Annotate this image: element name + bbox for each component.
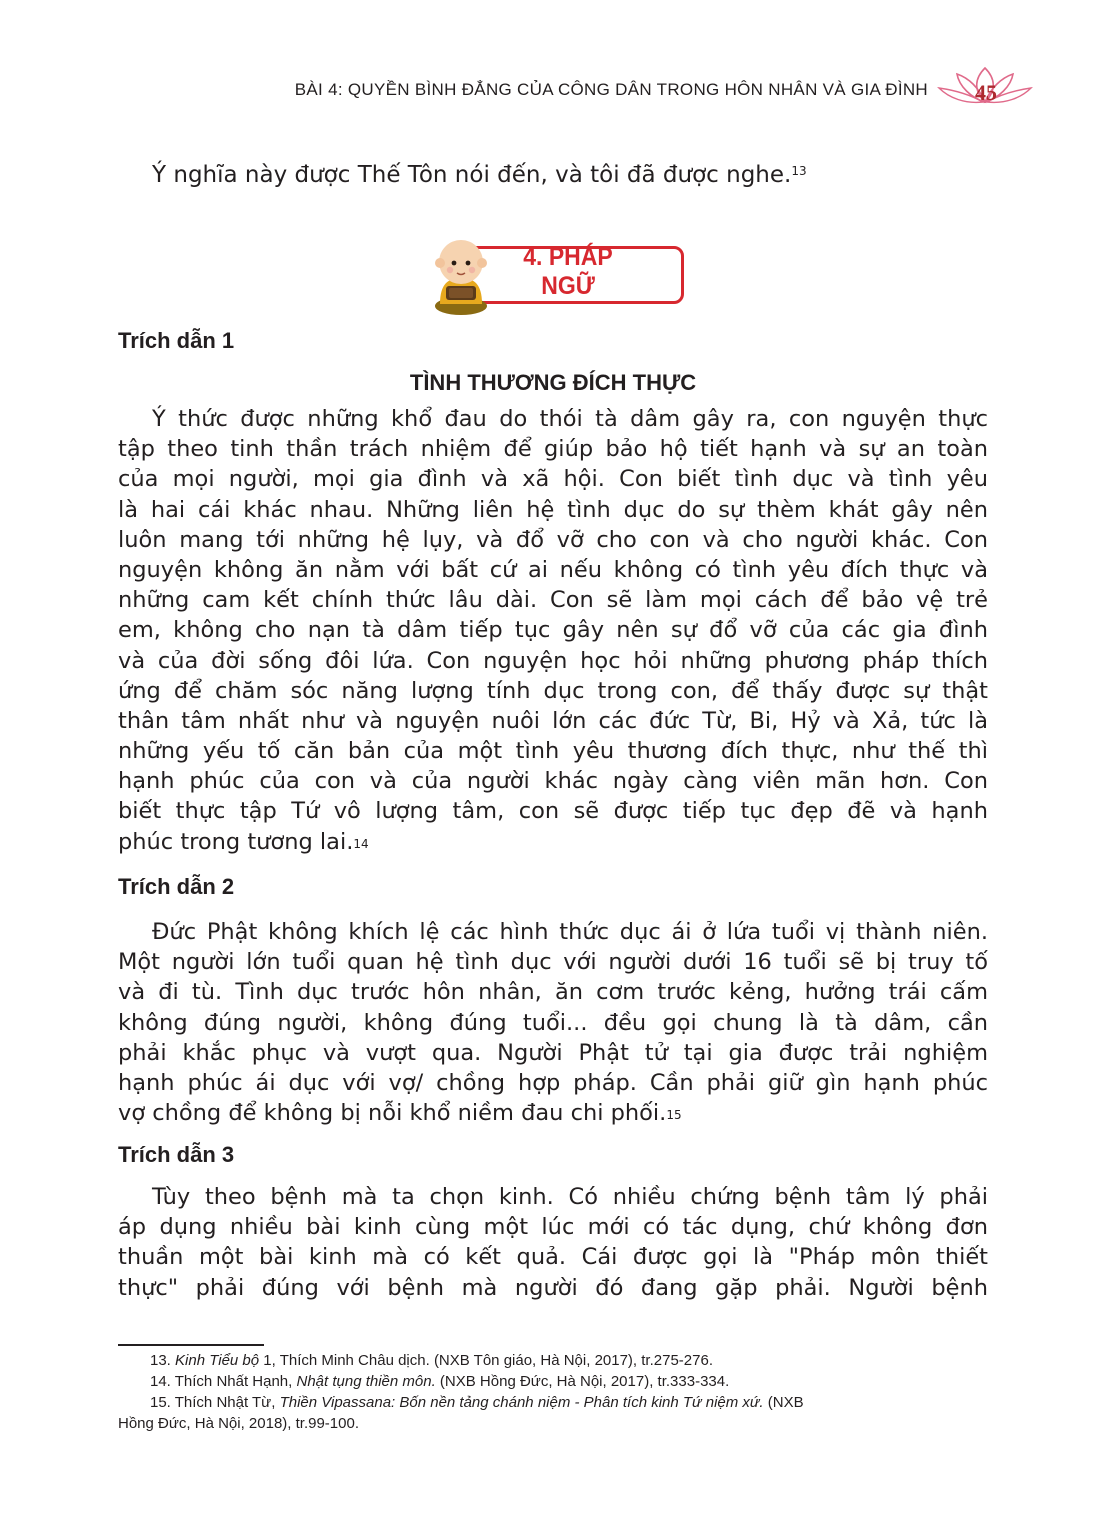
text-line: tập theo tinh thần trách nhiệm để giúp bảo hộ tiết hạnh và sự an toàn [118,436,988,463]
text-line: những cam kết chính thức lâu dài. Con sẽ làm mọi cách để bảo vệ trẻ [118,587,988,614]
quote-heading: Trích dẫn 1 [118,328,235,353]
footnote-source: (NXB Hồng Đức, Hà Nội, 2017), tr.333-334. [435,1373,730,1390]
footnote-ref: 14 [353,836,369,851]
text-line: luôn mang tới những hệ lụy, và đổ vỡ cho con và cho người khác. Con [118,526,988,553]
quote-body [118,1182,988,1303]
quote-heading: Trích dẫn 3 [118,1142,235,1167]
monk-reading-icon [428,232,494,318]
text-line-content: vợ chồng để không bị nỗi khổ niềm đau chi phối. [118,1100,667,1127]
footnote-15 [118,1392,988,1413]
text-line: em, không cho nạn tà dâm tiếp tục gây nên sự đổ vỡ của các gia đình [118,617,988,644]
footnotes [118,1350,988,1434]
text-line: biết thực tập Tứ vô lượng tâm, con sẽ được tiếp tục đẹp đẽ và hạnh [118,798,988,825]
footnote-number: 14. [150,1373,171,1390]
footnote-ref: 15 [666,1108,682,1123]
footnote-author: Thích Nhất Hạnh, [170,1373,297,1390]
text-line: nguyện không ăn nằm với bất cứ ai nếu không có tình yêu đích thực và [118,556,988,583]
quote-body [118,404,988,857]
text-line: của mọi người, mọi gia đình và xã hội. Con biết tình dục và tình yêu [118,466,988,493]
running-header [0,72,1106,112]
text-line: là hai cái khác nhau. Những liên hệ tình dục do sự thèm khát gây nên [118,496,988,523]
text-line: thực" phải đúng với bệnh mà người đó đang gặp phải. Người bệnh [118,1274,988,1301]
chapter-title: BÀI 4: QUYỀN BÌNH ĐẲNG CỦA CÔNG DÂN TRONG HÔN NHÂN VÀ GIA ĐÌNH [294,80,928,99]
text-line: ứng để chăm sóc năng lượng tính dục trong con, để thấy được sự thật [118,677,988,704]
text-line [118,827,988,857]
footnote-15-continued: Hồng Đức, Hà Nội, 2018), tr.99-100. [118,1415,359,1432]
text-line: Đức Phật không khích lệ các hình thức dục ái ở lứa tuổi vị thành niên. [152,919,988,945]
text-line: áp dụng nhiều bài kinh cùng một lúc mới có tác dụng, chứ không đơn [118,1214,988,1241]
footnote-author: Thích Nhật Từ, [170,1394,280,1411]
text-line: và đi tù. Tình dục trước hôn nhân, ăn cơm trước kẻng, hưởng trái cấm [118,979,988,1006]
text-line: Ý thức được những khổ đau do thói tà dâm gây ra, con nguyện thực [152,406,988,432]
text-line: Tùy theo bệnh mà ta chọn kinh. Có nhiều chứng bệnh tâm lý phải [152,1184,988,1210]
text-line: hạnh phúc của con và của người khác ngày càng viên mãn hơn. Con [118,768,988,795]
text-line [118,1098,988,1128]
footnote-source: (NXB [763,1394,804,1411]
footnote-14 [118,1371,988,1392]
intro-text: Ý nghĩa này được Thế Tôn nói đến, và tôi đã được nghe. [152,162,792,188]
footnote-title: Kinh Tiểu bộ [175,1352,260,1369]
intro-line [152,162,807,188]
footnote-13 [118,1350,988,1371]
text-line: thuần một bài kinh mà có kết quả. Cái được gọi là "Pháp môn thiết [118,1244,988,1271]
text-line: và của đời sống đôi lứa. Con nguyện học hỏi những phương pháp thích [118,647,988,674]
footnote-title: Nhật tụng thiền môn. [296,1373,436,1390]
quote-body [118,917,988,1128]
section-title: 4. PHÁP NGỮ [523,243,613,300]
text-line: phải khắc phục và vượt qua. Người Phật tử tại gia được trải nghiệm [118,1039,988,1066]
footnote-number: 15. [150,1394,171,1411]
footnote-number: 13. [150,1352,171,1369]
quote-title: TÌNH THƯƠNG ĐÍCH THỰC [409,370,697,395]
text-line: những yếu tố căn bản của một tình yêu thương đích thực, như thế thì [118,738,988,765]
quote-heading: Trích dẫn 2 [118,874,235,899]
text-line: không đúng người, không đúng tuổi... đều gọi chung là tà dâm, cần [118,1009,988,1036]
section-badge [428,232,688,318]
text-line: thân tâm nhất như và nguyện nuôi lớn các đức Từ, Bi, Hỷ và Xả, tức là [118,707,988,734]
text-line: Một người lớn tuổi quan hệ tình dục với người dưới 16 tuổi sẽ bị truy tố [118,949,988,976]
text-line: hạnh phúc ái dục với vợ/ chồng hợp pháp. Cần phải giữ gìn hạnh phúc [118,1069,988,1096]
footnote-ref: 13 [791,164,807,178]
footnote-source: 1, Thích Minh Châu dịch. (NXB Tôn giáo, Hà Nội, 2017), tr.275-276. [259,1352,713,1369]
page-number: 45 [975,80,997,105]
footnote-divider [118,1344,264,1346]
text-line-content: phúc trong tương lai. [118,828,354,855]
footnote-title: Thiền Vipassana: Bốn nền tảng chánh niệm - Phân tích kinh Tứ niệm xứ. [279,1394,764,1411]
